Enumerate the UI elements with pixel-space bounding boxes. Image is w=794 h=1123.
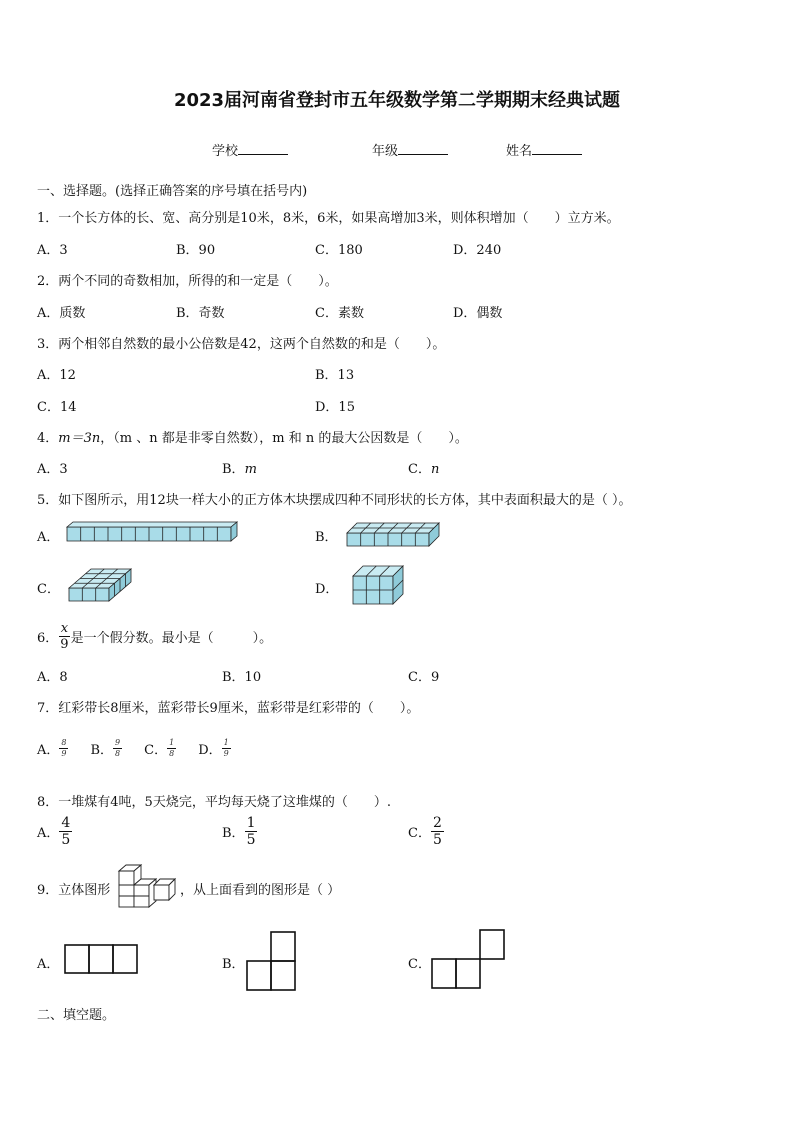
q8-option-b (222, 816, 257, 847)
q8-a-den: 5 (61, 832, 71, 848)
q8-option-a (37, 816, 72, 847)
figure-d-cubes (353, 566, 403, 604)
q2-option-a: A．质数 (37, 306, 86, 321)
grade-blank (398, 141, 448, 155)
q7-option-d-fraction (222, 739, 231, 758)
grade-label: 年级 (372, 144, 399, 159)
q7-options (37, 739, 231, 758)
q4-option-b (222, 458, 257, 477)
q7-option-c-label: C． (144, 743, 168, 758)
q6-fraction-denominator: 9 (60, 637, 69, 652)
a-square-3 (113, 945, 137, 973)
q7-a-den: 9 (61, 749, 67, 758)
q5-option-d: D． (315, 582, 339, 597)
q5-figure-a-cuboid (65, 520, 240, 542)
q6-option-b: B．10 (222, 670, 262, 685)
q8-option-c (408, 816, 444, 847)
q8-option-b-fraction (245, 816, 258, 847)
q5-option-b: B． (315, 530, 338, 545)
q9-option-c-figure (431, 929, 505, 989)
q3-option-d: D．15 (315, 400, 355, 415)
name-blank (532, 141, 582, 155)
q7-option-d-label: D． (198, 743, 222, 758)
q9-solid-figure (114, 863, 178, 909)
q8-c-den: 5 (432, 832, 442, 848)
q7-option-a-fraction (59, 739, 68, 758)
question-3: 3．两个相邻自然数的最小公倍数是42，这两个自然数的和是（ ）。 (37, 337, 446, 352)
q4-number: 4． (37, 431, 59, 446)
q8-option-b-label: B． (222, 826, 245, 841)
q6-fraction (58, 622, 70, 651)
school-field (212, 140, 288, 159)
b-square-bottom-left (247, 961, 271, 990)
question-9-prefix: 9．立体图形 (37, 883, 111, 898)
q8-option-c-fraction (431, 816, 444, 847)
q5-option-a: A． (37, 530, 60, 545)
question-1: 1．一个长方体的长、宽、高分别是10米，8米，6米，如果高增加3米，则体积增加（ ）立方米。 (37, 211, 620, 226)
q4-option-b-label: B． (222, 462, 245, 477)
q4-option-b-var: m (244, 462, 257, 477)
q9-option-b: B． (222, 957, 245, 972)
q9-option-a: A． (37, 957, 60, 972)
q2-option-d: D．偶数 (453, 306, 503, 321)
q7-option-a-label: A． (37, 743, 60, 758)
q1-option-a: A．3 (37, 243, 68, 258)
q7-c-den: 8 (169, 749, 175, 758)
q7-option-b-label: B． (90, 743, 114, 758)
a-square-1 (65, 945, 89, 973)
q5-figure-c-cuboid (67, 567, 133, 603)
q6-number: 6． (37, 631, 59, 646)
q8-c-num: 2 (432, 815, 442, 831)
q7-d-den: 9 (223, 749, 229, 758)
b-square-top (271, 932, 295, 961)
q7-a-num: 8 (61, 738, 67, 747)
name-field (506, 140, 582, 159)
q1-option-b: B．90 (176, 243, 216, 258)
name-label: 姓名 (506, 144, 533, 159)
q4-option-c-label: C． (408, 462, 431, 477)
school-blank (238, 141, 288, 155)
q3-option-c: C．14 (37, 400, 77, 415)
section-1-heading: 一、选择题。(选择正确答案的序号填在括号内) (37, 184, 308, 199)
q9-option-b-figure (246, 931, 296, 991)
q4-expression: m＝3n (58, 431, 101, 446)
q2-option-b: B．奇数 (176, 306, 225, 321)
q9-solid-cubes (119, 865, 175, 907)
q3-option-b: B．13 (315, 368, 355, 383)
question-9-suffix: ，从上面看到的图形是（ ） (180, 883, 341, 898)
c-square-bottom-1 (432, 959, 456, 988)
a-square-2 (89, 945, 113, 973)
b-square-bottom-right (271, 961, 295, 990)
q8-a-num: 4 (61, 815, 71, 831)
question-2: 2．两个不同的奇数相加，所得的和一定是（ ）。 (37, 274, 338, 289)
q7-b-num: 9 (115, 738, 121, 747)
q4-option-c (408, 458, 439, 477)
q7-d-num: 1 (223, 738, 229, 747)
c-square-top-right (480, 930, 504, 959)
q4-option-a: A．3 (37, 462, 68, 477)
figure-a-cubes (67, 522, 237, 541)
q1-option-d: D．240 (453, 243, 502, 258)
q7-b-den: 8 (115, 749, 121, 758)
q1-option-c: C．180 (315, 243, 363, 258)
q5-option-c: C． (37, 582, 60, 597)
grade-field (372, 140, 448, 159)
q8-option-a-label: A． (37, 826, 60, 841)
question-6 (37, 622, 272, 651)
question-5: 5．如下图所示，用12块一样大小的正方体木块摆成四种不同形状的长方体，其中表面积最大的是（ ）。 (37, 493, 632, 508)
q6-text: 是一个假分数。最小是（ ）。 (70, 631, 273, 646)
q9-option-c: C． (408, 957, 431, 972)
school-label: 学校 (212, 144, 239, 159)
page-title: 2023届河南省登封市五年级数学第二学期期末经典试题 (173, 90, 621, 111)
section-2-heading: 二、填空题。 (37, 1008, 116, 1023)
figure-b-cubes (347, 523, 439, 546)
q7-option-b-fraction (113, 739, 122, 758)
q7-c-num: 1 (169, 738, 175, 747)
question-4 (37, 427, 468, 446)
q8-b-den: 5 (246, 832, 256, 848)
q6-option-c: C．9 (408, 670, 440, 685)
question-7: 7．红彩带长8厘米，蓝彩带长9厘米，蓝彩带是红彩带的（ ）。 (37, 701, 420, 716)
q4-text: ，（m 、n 都是非零自然数），m 和 n 的最大公因数是（ ）。 (100, 431, 468, 446)
q5-figure-d-cuboid (351, 564, 405, 606)
q3-option-a: A．12 (37, 368, 76, 383)
c-square-bottom-2 (456, 959, 480, 988)
q7-option-c-fraction (167, 739, 176, 758)
q4-option-c-var: n (430, 462, 440, 477)
q9-option-a-figure (64, 944, 138, 974)
figure-c-cubes (69, 569, 131, 601)
q6-fraction-numerator: x (60, 621, 69, 636)
question-8: 8．一堆煤有4吨，5天烧完，平均每天烧了这堆煤的（ ）. (37, 795, 391, 810)
q5-figure-b-cuboid (345, 521, 440, 547)
q6-option-a: A．8 (37, 670, 68, 685)
q8-b-num: 1 (246, 815, 256, 831)
q8-option-a-fraction (59, 816, 72, 847)
q8-option-c-label: C． (408, 826, 431, 841)
q2-option-c: C．素数 (315, 306, 364, 321)
